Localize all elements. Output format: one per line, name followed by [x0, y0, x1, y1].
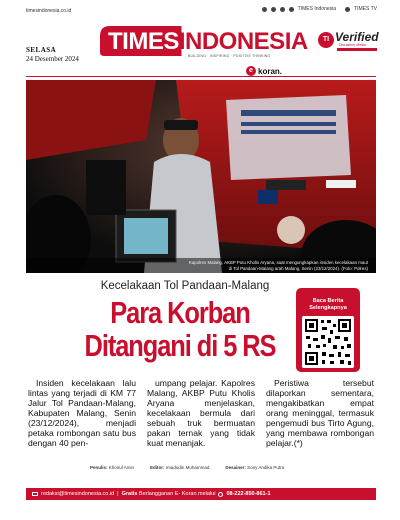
masthead-title-indonesia: INDONESIA [178, 28, 308, 55]
article-column-1 [28, 378, 136, 448]
credit-desainer-label: Desainer: [225, 465, 246, 470]
mail-icon [32, 492, 38, 496]
credit-desainer-name: Sony Andika Putra [247, 465, 285, 470]
verified-subtitle: Disclaimer Media [339, 43, 366, 47]
site-url[interactable]: timesindonesia.co.id [26, 8, 72, 14]
footer-separator: | [117, 491, 119, 497]
news-photo [26, 80, 376, 273]
qr-label: Baca Berita Selengkapnya [309, 298, 347, 311]
credits-line [90, 465, 380, 470]
masthead-tagline: BUILDING · INSPIRING · POSITIVE THINKING [188, 54, 271, 58]
article-column-2 [147, 378, 255, 448]
top-bar [0, 0, 400, 22]
footer-promo-bold: Gratis [121, 491, 138, 497]
article-column-3-text: Peristiwa tersebut dilaporkan sementara, mengakibatkan empat orang meninggal, termasuk pengemudi bus Tirto Agung, yang membawa rombongan pelajar.(*) [266, 378, 374, 448]
ekoran-logo [246, 66, 282, 76]
tv-label: TIMES TV [354, 6, 377, 12]
verified-bar [337, 48, 377, 51]
credit-editor-label: Editor: [150, 465, 165, 470]
article-kicker: Kecelakaan Tol Pandaan-Malang [100, 280, 270, 292]
ti-logo-icon: TI [318, 32, 334, 48]
youtube-icon[interactable] [289, 7, 294, 12]
verified-word: Verified [335, 30, 379, 44]
verified-badge [318, 30, 380, 58]
whatsapp-icon [218, 492, 223, 497]
dateline-day: SELASA [26, 46, 57, 54]
headline-line2: Ditangani di 5 RS [84, 328, 276, 363]
instagram-icon[interactable] [271, 7, 276, 12]
dateline-date: 24 Desember 2024 [26, 55, 79, 63]
footer-promo: Berlangganan E- Koran melalui [139, 491, 216, 497]
dateline [26, 46, 79, 63]
article-body [26, 378, 376, 462]
tv-icon[interactable] [345, 7, 350, 12]
photo-caption-line1: Kapolres Malang, AKBP Putu Kholis Aryana, saat mengungkapkan insiden kecelakaan maut [188, 260, 368, 265]
facebook-icon[interactable] [262, 7, 267, 12]
article-column-3 [266, 378, 374, 448]
news-photo-image [26, 80, 376, 273]
masthead-title-times: TIMES [108, 28, 179, 55]
qr-code-icon[interactable] [302, 316, 354, 368]
credit-editor-name: Imadudin Muhammad [165, 465, 210, 470]
ekoran-e-icon: e [246, 66, 256, 76]
footer-bar [26, 488, 376, 500]
photo-caption [78, 260, 368, 272]
read-more-qr[interactable] [296, 288, 360, 372]
photo-caption-line2: di Tol Pandaan-Malang arah Malang, Senin (23/12/2024). (Foto: Polres) [228, 266, 368, 271]
masthead-logo[interactable] [96, 22, 308, 76]
social-handle: TIMES Indonesia [297, 6, 337, 12]
credit-penulis-name: Khoirul Amin [108, 465, 135, 470]
article-headline [82, 296, 279, 362]
social-links [262, 6, 382, 12]
credit-desainer [225, 465, 284, 470]
credit-editor [150, 465, 209, 470]
ekoran-word: koran. [258, 66, 283, 76]
header-divider [26, 76, 376, 77]
article-column-2-text: umpang pelajar. Kapolres Malang, AKBP Putu Kholis Aryana menjelaskan, kecelakaan bermula dari sebuah truk bermuatan pakan ternak yang tidak kuat menanjak. [147, 378, 255, 448]
twitter-icon[interactable] [280, 7, 285, 12]
footer-email[interactable]: redaksi@timesindonesia.co.id [41, 491, 115, 497]
headline-line1: Para Korban [110, 295, 250, 330]
footer-phone[interactable]: 08-222-850-861-1 [226, 491, 271, 497]
credit-penulis [90, 465, 134, 470]
masthead-title [108, 28, 308, 56]
article-column-1-text: Insiden kecelakaan lalu lintas yang terjadi di KM 77 Jalur Tol Pandaan-Malang, Kabupaten Malang, Senin (23/12/2024), menjadi petaka rombongan satu bus dengan 40 pen- [28, 378, 136, 448]
credit-penulis-label: Penulis: [90, 465, 108, 470]
